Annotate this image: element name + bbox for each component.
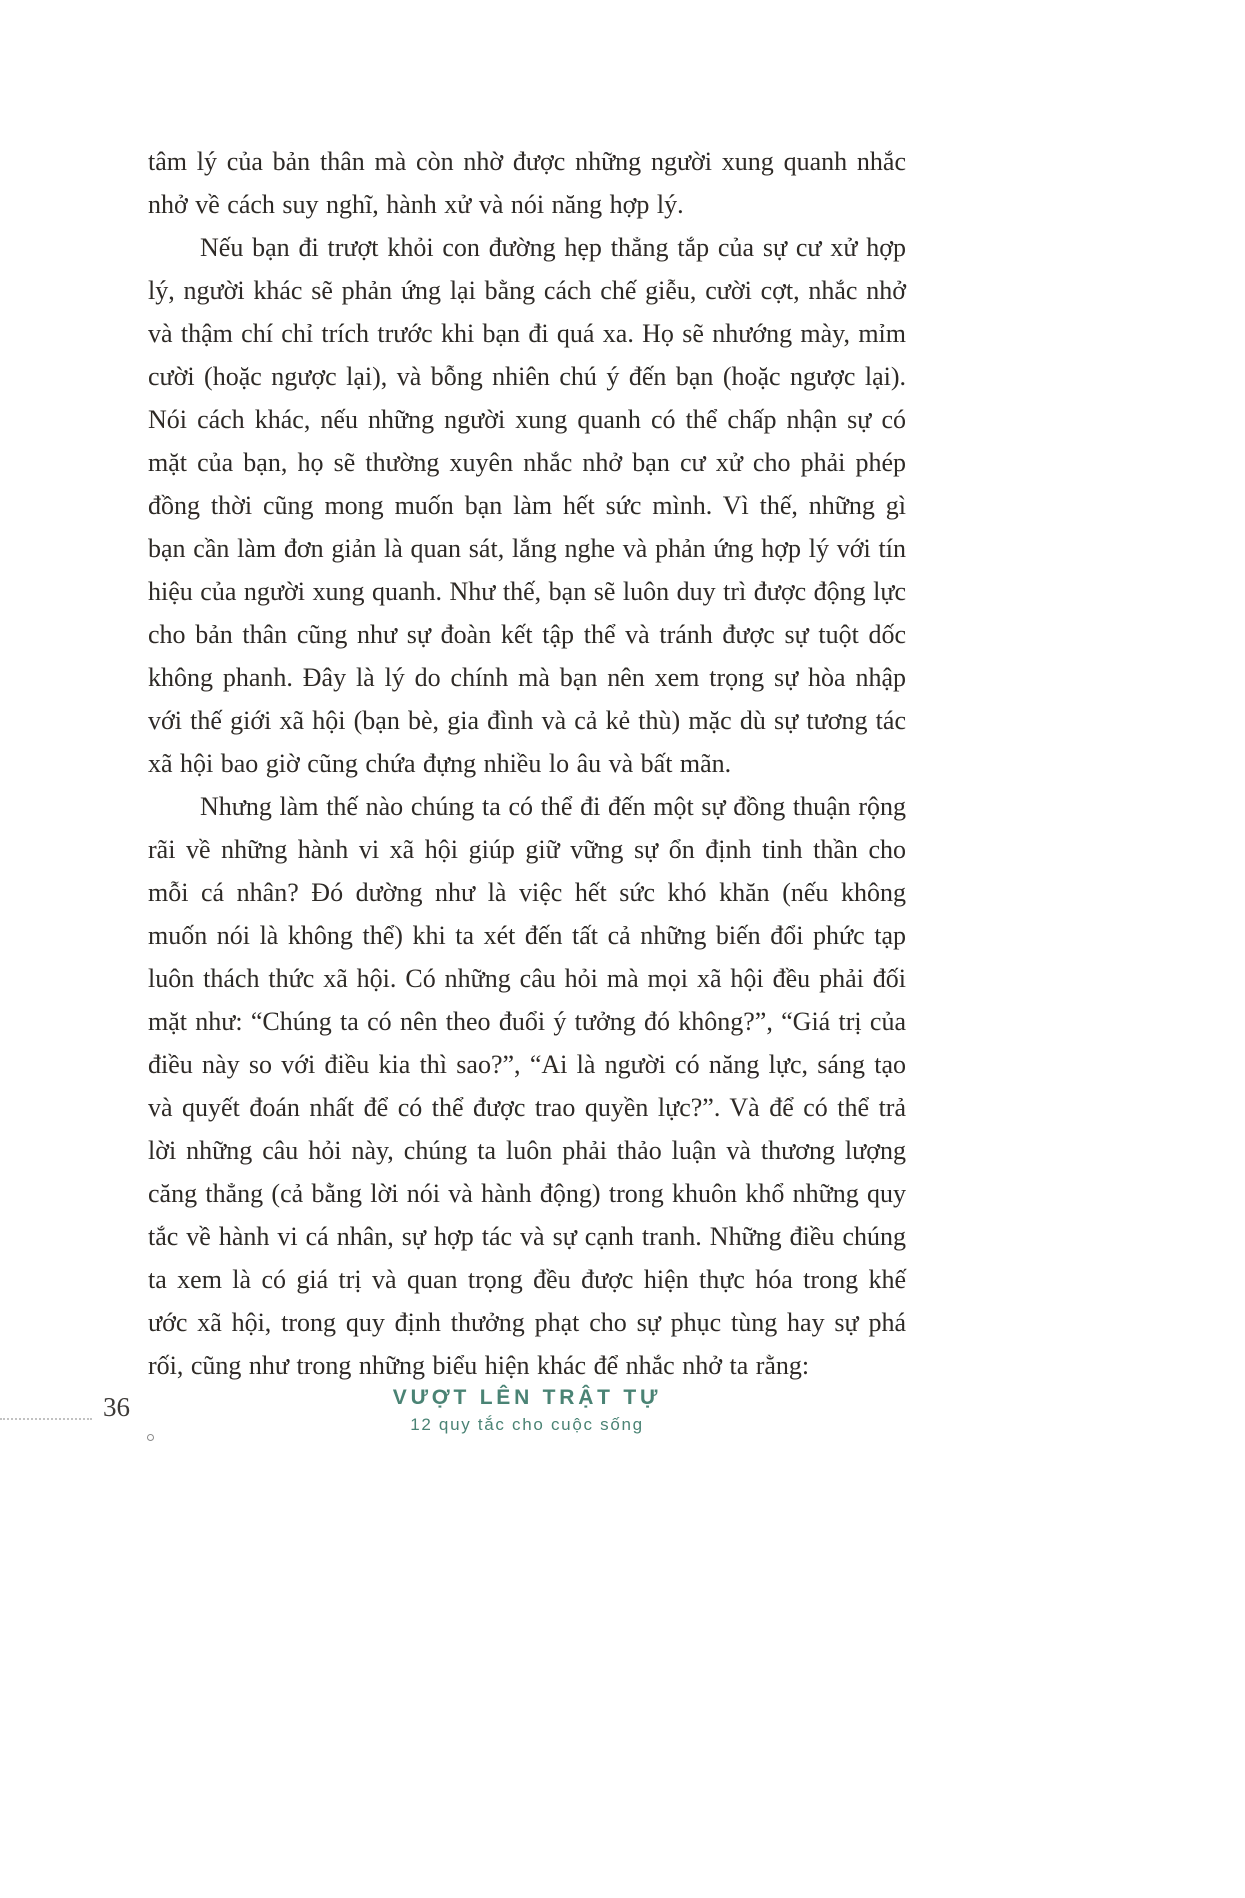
footer-ornament-circle [147, 1434, 154, 1441]
footer-dotted-line [0, 1418, 92, 1420]
book-title: VƯỢT LÊN TRẬT TỰ [392, 1386, 662, 1409]
footer-book-info [148, 1386, 906, 1435]
body-text-block [148, 140, 906, 1387]
paragraph: tâm lý của bản thân mà còn nhờ được những người xung quanh nhắc nhở về cách suy nghĩ, hành xử và nói năng hợp lý. [148, 147, 906, 219]
paragraph: Nhưng làm thế nào chúng ta có thể đi đến một sự đồng thuận rộng rãi về những hành vi xã hội giúp giữ vững sự ổn định tinh thần cho mỗi cá nhân? Đó dường như là việc hết sức khó khăn (nếu không muốn nói là không thể) khi ta xét đến tất cả những biến đổi phức tạp luôn thách thức xã hội. Có những câu hỏi mà mọi xã hội đều phải đối mặt như: “Chúng ta có nên theo đuổi ý tưởng đó không?”, “Giá trị của điều này so với điều kia thì sao?”, “Ai là người có năng lực, sáng tạo và quyết đoán nhất để có thể được trao quyền lực?”. Và để có thể trả lời những câu hỏi này, chúng ta luôn phải thảo luận và thương lượng căng thẳng (cả bằng lời nói và hành động) trong khuôn khổ những quy tắc về hành vi cá nhân, sự hợp tác và sự cạnh tranh. Những điều chúng ta xem là có giá trị và quan trọng đều được hiện thực hóa trong khế ước xã hội, trong quy định thưởng phạt cho sự phục tùng hay sự phá rối, cũng như trong những biểu hiện khác để nhắc nhở ta rằng: [148, 792, 906, 1380]
book-subtitle: 12 quy tắc cho cuộc sống [410, 1415, 644, 1434]
page-footer [0, 1386, 1245, 1476]
paragraph: Nếu bạn đi trượt khỏi con đường hẹp thẳng tắp của sự cư xử hợp lý, người khác sẽ phản ứng lại bằng cách chế giễu, cười cợt, nhắc nhở và thậm chí chỉ trích trước khi bạn đi quá xa. Họ sẽ nhướng mày, mỉm cười (hoặc ngược lại), và bỗng nhiên chú ý đến bạn (hoặc ngược lại). Nói cách khác, nếu những người xung quanh có thể chấp nhận sự có mặt của bạn, họ sẽ thường xuyên nhắc nhở bạn cư xử cho phải phép đồng thời cũng mong muốn bạn làm hết sức mình. Vì thế, những gì bạn cần làm đơn giản là quan sát, lắng nghe và phản ứng hợp lý với tín hiệu của người xung quanh. Như thế, bạn sẽ luôn duy trì được động lực cho bản thân cũng như sự đoàn kết tập thể và tránh được sự tuột dốc không phanh. Đây là lý do chính mà bạn nên xem trọng sự hòa nhập với thế giới xã hội (bạn bè, gia đình và cả kẻ thù) mặc dù sự tương tác xã hội bao giờ cũng chứa đựng nhiều lo âu và bất mãn. [148, 233, 906, 778]
page-number: 36 [103, 1392, 130, 1422]
